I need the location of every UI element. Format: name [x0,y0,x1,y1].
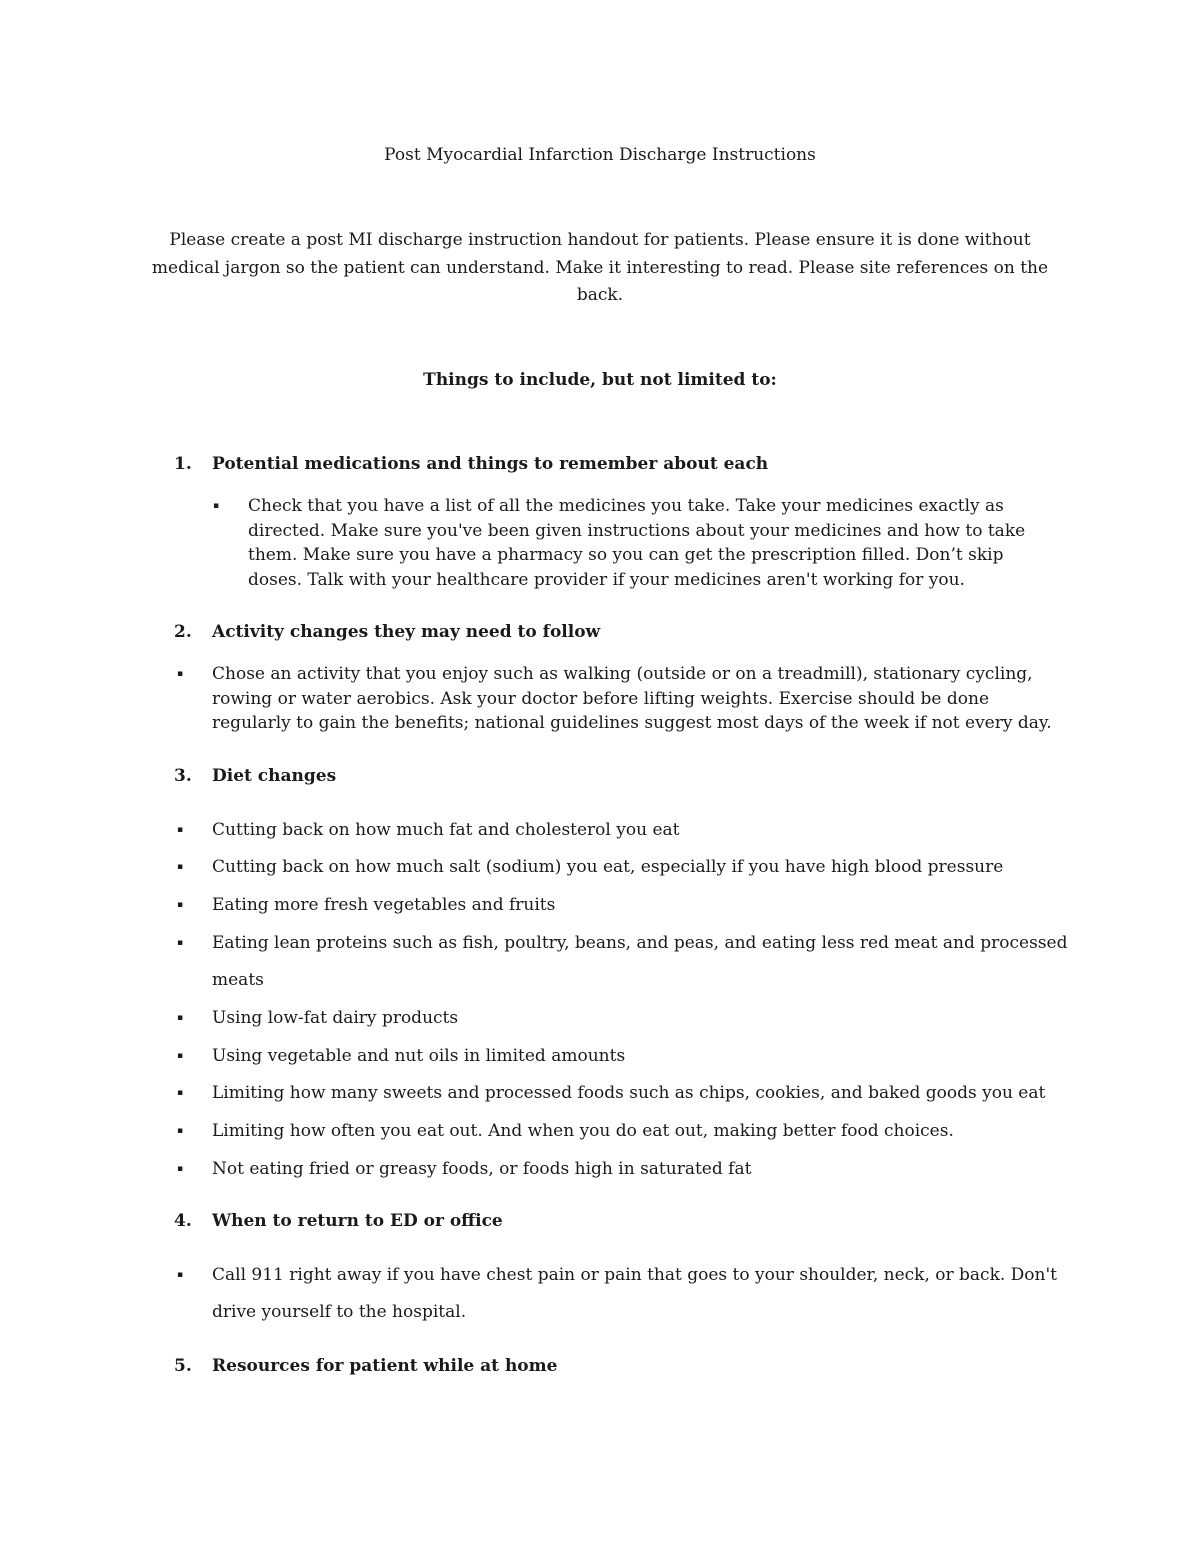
item-text: Not eating fried or greasy foods, or foods high in saturated fat [212,1159,752,1179]
section-5-heading [174,1354,557,1378]
list-item [177,1113,1072,1150]
bullet-icon: ▪ [177,900,184,910]
item-text: Eating more fresh vegetables and fruits [212,895,556,915]
list-item [177,887,1072,924]
intro-paragraph: Please create a post MI discharge instruction handout for patients. Please ensure it is done without medical jargon so the patient can understand. Make it interesting to read. Please site references on the back. [151,230,1049,305]
list-item [177,1000,1072,1037]
bullet-icon: ▪ [177,1164,184,1174]
bullet-icon: ▪ [177,1126,184,1136]
bullet-icon: ▪ [177,1270,184,1280]
section-number: 5. [174,1356,192,1376]
section-title: Potential medications and things to remember about each [212,454,769,474]
bullet-icon: ▪ [177,1088,184,1098]
section-title: When to return to ED or office [212,1211,503,1231]
item-text: Chose an activity that you enjoy such as walking (outside or on a treadmill), stationary cycling, rowing or water aerobics. Ask your doctor before lifting weights. Exercise should be done regularly to gain the benefits; national guidelines suggest most days of the week if not every day. [212,664,1052,733]
bullet-icon: ▪ [177,1051,184,1061]
list-item [177,849,1072,886]
list-item [177,1038,1072,1075]
list-item [177,1151,1072,1188]
list-item [177,925,1072,999]
bullet-icon: ▪ [177,938,184,948]
item-text: Using vegetable and nut oils in limited amounts [212,1046,626,1066]
bullet-icon: ▪ [177,669,184,679]
section-number: 2. [174,622,192,642]
subheading: Things to include, but not limited to: [423,370,777,390]
item-text: Cutting back on how much salt (sodium) you eat, especially if you have high blood pressure [212,857,1004,877]
section-title: Activity changes they may need to follow [212,622,601,642]
item-text: Check that you have a list of all the medicines you take. Take your medicines exactly as directed. Make sure you've been given instructions about your medicines and how to take them. Make sure you have a pharmacy so you can get the prescription filled. Don’t skip doses. Talk with your healthcare provider if your medicines aren't working for you. [248,496,1026,590]
list-item [177,812,1072,849]
item-text: Call 911 right away if you have chest pain or pain that goes to your shoulder, neck, or back. Don't drive yourself to the hospital. [212,1265,1057,1322]
section-3-heading [174,764,336,788]
list-item [177,1075,1072,1112]
item-text: Cutting back on how much fat and cholesterol you eat [212,820,680,840]
section-title: Resources for patient while at home [212,1356,558,1376]
section-number: 4. [174,1211,192,1231]
section-title: Diet changes [212,766,337,786]
bullet-icon: ▪ [177,1013,184,1023]
list-item [177,1257,1072,1331]
bullet-icon: ▪ [177,825,184,835]
list-item [213,494,1048,592]
section-number: 1. [174,454,192,474]
section-2-heading [174,620,600,644]
item-text: Limiting how many sweets and processed foods such as chips, cookies, and baked goods you eat [212,1083,1046,1103]
section-number: 3. [174,766,192,786]
list-item [177,662,1062,736]
document-title: Post Myocardial Infarction Discharge Instructions [384,145,816,165]
section-1-heading [174,452,768,476]
bullet-icon: ▪ [213,501,220,511]
bullet-icon: ▪ [177,862,184,872]
section-4-heading [174,1209,503,1233]
item-text: Eating lean proteins such as fish, poultry, beans, and peas, and eating less red meat and processed meats [212,933,1068,990]
item-text: Using low-fat dairy products [212,1008,459,1028]
item-text: Limiting how often you eat out. And when you do eat out, making better food choices. [212,1121,954,1141]
